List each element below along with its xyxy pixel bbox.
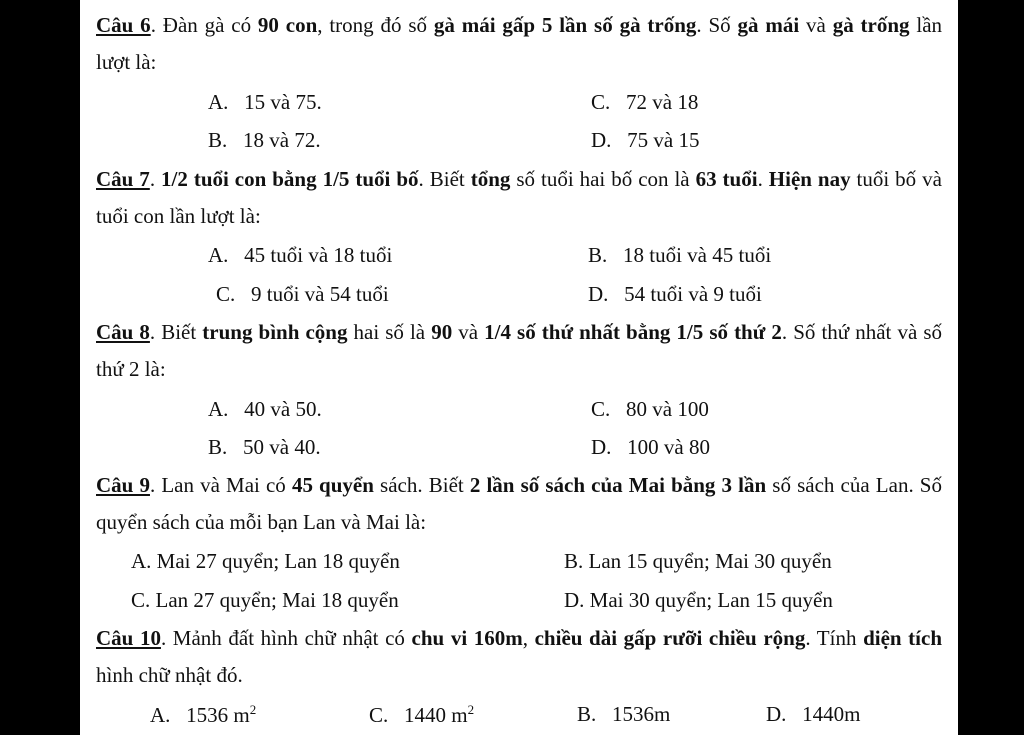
question-stem: Câu 6. Đàn gà có 90 con, trong đó số gà mái gấp 5 lần số gà trống. Số gà mái và gà trống lần lượt là: bbox=[96, 13, 943, 74]
question-stem: Câu 8. Biết trung bình cộng hai số là 90 và 1/4 số thứ nhất bằng 1/5 số thứ 2. Số thứ nhất và số thứ 2 là: bbox=[96, 320, 943, 381]
option-d[interactable]: D. Mai 30 quyển; Lan 15 quyển bbox=[564, 588, 833, 612]
option-a[interactable]: A. 1536 $m^2$ bbox=[150, 702, 257, 727]
option-b[interactable]: B. 50 và 40. bbox=[208, 435, 321, 459]
question-9 bbox=[96, 467, 942, 541]
question-10 bbox=[96, 620, 942, 694]
option-a[interactable]: A. 45 tuổi và 18 tuổi bbox=[208, 243, 393, 267]
option-b[interactable]: B. Lan 15 quyển; Mai 30 quyển bbox=[564, 549, 832, 573]
option-b[interactable]: B. 18 tuổi và 45 tuổi bbox=[588, 243, 772, 267]
option-d[interactable]: D. 75 và 15 bbox=[591, 128, 700, 152]
question-6 bbox=[96, 7, 942, 81]
question-7 bbox=[96, 161, 942, 235]
option-d[interactable]: D. 54 tuổi và 9 tuổi bbox=[588, 282, 762, 306]
option-c[interactable]: C. Lan 27 quyển; Mai 18 quyển bbox=[131, 588, 399, 612]
question-stem: Câu 9. Lan và Mai có 45 quyển sách. Biết 2 lần số sách của Mai bằng 3 lần số sách của Lan. Số quyển sách của mỗi bạn Lan và Mai là: bbox=[96, 473, 942, 534]
worksheet-page bbox=[80, 0, 958, 735]
option-a[interactable]: A. 15 và 75. bbox=[208, 90, 322, 114]
option-a[interactable]: A. 40 và 50. bbox=[208, 397, 322, 421]
question-label: Câu 9 bbox=[96, 473, 150, 497]
option-a[interactable]: A. Mai 27 quyển; Lan 18 quyển bbox=[131, 549, 400, 573]
option-b[interactable]: B. 1536m bbox=[577, 702, 671, 726]
option-d[interactable]: D. 1440m bbox=[766, 702, 861, 726]
question-label: Câu 10 bbox=[96, 626, 161, 650]
option-c[interactable]: C. 80 và 100 bbox=[591, 397, 709, 421]
option-d[interactable]: D. 100 và 80 bbox=[591, 435, 710, 459]
option-b[interactable]: B. 18 và 72. bbox=[208, 128, 321, 152]
question-stem: Câu 7. 1/2 tuổi con bằng 1/5 tuổi bố. Biết tổng số tuổi hai bố con là 63 tuổi. Hiện nay tuổi bố và tuổi con lần lượt là: bbox=[96, 167, 942, 228]
option-c[interactable]: C. 1440 $m^2$ bbox=[369, 702, 475, 727]
question-label: Câu 8 bbox=[96, 320, 150, 344]
question-stem: Câu 10. Mảnh đất hình chữ nhật có chu vi 160m, chiều dài gấp rưỡi chiều rộng. Tính diện tích hình chữ nhật đó. bbox=[96, 626, 943, 687]
option-c[interactable]: C. 9 tuổi và 54 tuổi bbox=[216, 282, 389, 306]
question-8 bbox=[96, 314, 942, 388]
option-c[interactable]: C. 72 và 18 bbox=[591, 90, 699, 114]
question-label: Câu 6 bbox=[96, 13, 151, 37]
question-label: Câu 7 bbox=[96, 167, 150, 191]
